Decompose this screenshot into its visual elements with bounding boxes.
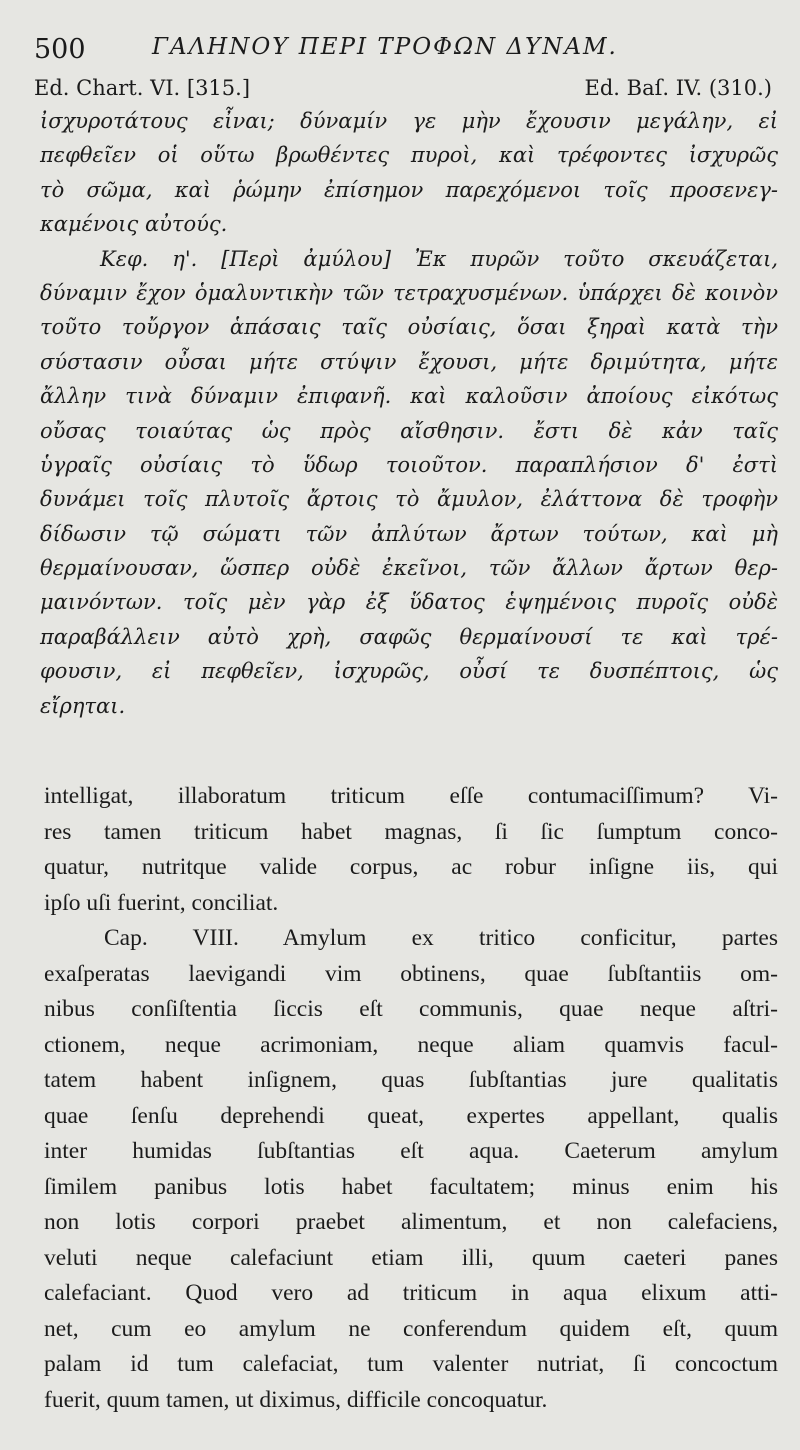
greek-line: μαινόντων. τοῖς μὲν γὰρ ἐξ ὕδατος ἑψημένοις πυροῖς οὐδὲ [40,590,778,615]
latin-line: nibus conſiſtentia ſiccis eſt communis, quae neque aſtri- [44,996,778,1022]
latin-line: quae ſenſu deprehendi queat, expertes appellant, qualis [44,1102,778,1129]
page-header [34,30,770,66]
latin-line: inter humidas ſubſtantias eſt aqua. Caeterum amylum [44,1138,778,1164]
greek-line: παραβάλλειν αὐτὸ χρὴ, σαφῶς θερμαίνουσί τε καὶ τρέ- [40,624,778,649]
page-number: 500 [34,34,86,65]
greek-chapter-heading-line: Κεφ. η'. [Περὶ ἀμύλου] Ἐκ πυρῶν τοῦτο σκευάζεται, [100,246,778,271]
running-title: ΓΑΛΗΝΟΥ ΠΕΡΙ ΤΡΟΦΩΝ ΔΥΝΑΜ. [152,34,618,60]
greek-line: θερμαίνουσαν, ὥσπερ οὐδὲ ἐκεῖνοι, τῶν ἄλλων ἄρτων θερ- [40,556,778,581]
greek-text-block [40,104,778,723]
greek-line: καμένοις αὐτούς. [40,212,228,237]
latin-line: ſimilem panibus lotis habet facultatem; minus enim his [44,1173,778,1200]
edition-references [34,76,772,104]
latin-line: ctionem, neque acrimoniam, neque aliam quamvis facul- [44,1031,778,1058]
latin-line: intelligat, illaboratum triticum eſſe contumaciſſimum? Vi- [44,783,778,809]
latin-line: non lotis corpori praebet alimentum, et non calefaciens, [44,1209,778,1235]
greek-line: οὔσας τοιαύτας ὡς πρὸς αἴσθησιν. ἔστι δὲ κἀν ταῖς [40,418,778,443]
greek-line: τοῦτο τοὔργον ἁπάσαις ταῖς οὐσίαις, ὅσαι ξηραὶ κατὰ τὴν [40,315,778,340]
latin-chapter-heading-line: Cap. VIII. Amylum ex tritico conficitur, partes [104,925,778,951]
edition-ref-chartier: Ed. Chart. VI. [315.] [34,76,251,100]
greek-line: πεφθεῖεν οἱ οὕτω βρωθέντες πυροὶ, καὶ τρέφοντες ἰσχυρῶς [40,143,778,168]
latin-line: ipſo uſi fuerint, conciliat. [44,889,279,916]
greek-line: δίδωσιν τῷ σώματι τῶν ἀπλύτων ἄρτων τούτων, καὶ μὴ [40,521,778,546]
latin-line: tatem habent inſignem, quas ſubſtantias jure qualitatis [44,1067,778,1093]
edition-ref-basel: Ed. Baſ. IV. (310.) [584,76,772,100]
greek-line: φουσιν, εἰ πεφθεῖεν, ἰσχυρῶς, οὖσί τε δυσπέπτοις, ὡς [40,659,778,684]
greek-line: εἴρηται. [40,693,126,718]
greek-line: ἄλλην τινὰ δύναμιν ἐπιφανῆ. καὶ καλοῦσιν ἀποίους εἰκότως [40,384,778,409]
greek-line: τὸ σῶμα, καὶ ῥώμην ἐπίσημον παρεχόμενοι τοῖς προσενεγ- [40,177,778,202]
latin-line: palam id tum calefaciat, tum valenter nutriat, ſi concoctum [44,1351,778,1377]
latin-line: res tamen triticum habet magnas, ſi ſic ſumptum conco- [44,818,778,845]
latin-line: calefaciant. Quod vero ad triticum in aqua elixum atti- [44,1280,778,1306]
greek-line: ἰσχυροτάτους εἶναι; δύναμίν γε μὴν ἔχουσιν μεγάλην, εἰ [40,109,778,133]
greek-line: ὑγραῖς οὐσίαις τὸ ὕδωρ τοιοῦτον. παραπλήσιον δ' ἐστὶ [40,452,778,477]
latin-line: veluti neque calefaciunt etiam illi, quum caeteri panes [44,1244,778,1271]
latin-line: net, cum eo amylum ne conferendum quidem eſt, quum [44,1315,778,1342]
latin-line: exaſperatas laevigandi vim obtinens, quae ſubſtantiis om- [44,960,778,987]
latin-line: fuerit, quum tamen, ut diximus, difficile concoquatur. [44,1386,548,1413]
greek-line: δύναμιν ἔχον ὁμαλυντικὴν τῶν τετραχυσμένων. ὑπάρχει δὲ κοινὸν [40,280,778,305]
latin-text-block [44,779,778,1418]
greek-line: δυνάμει τοῖς πλυτοῖς ἄρτοις τὸ ἄμυλον, ἐλάττονα δὲ τροφὴν [40,487,778,512]
greek-line: σύστασιν οὖσαι μήτε στύψιν ἔχουσι, μήτε δριμύτητα, μήτε [40,349,778,374]
latin-line: quatur, nutritque valide corpus, ac robur inſigne iis, qui [44,854,778,880]
